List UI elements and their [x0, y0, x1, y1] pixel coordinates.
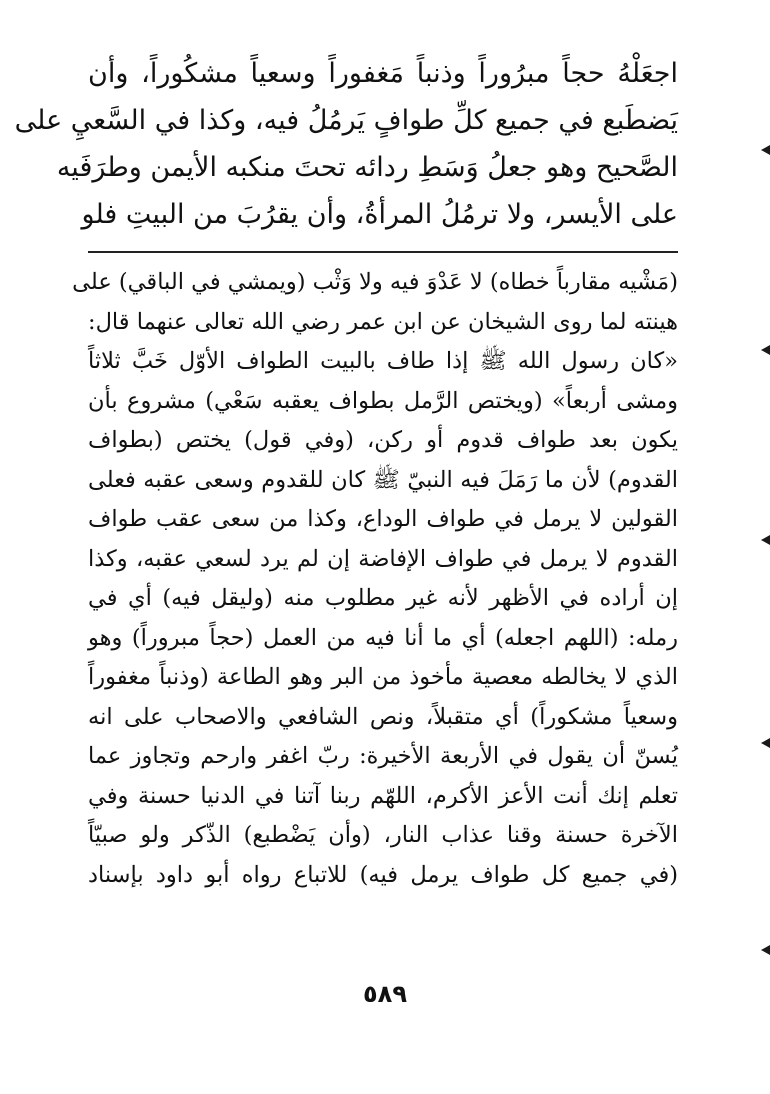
triangle-marker-icon	[751, 738, 770, 748]
commentary-line: الآخرة حسنة وقنا عذاب النار، (وأن يَضْطبع) الذّكر ولو صبيّاً	[88, 822, 678, 848]
main-text-line: على الأيسر، ولا ترمُلُ المرأةُ، وأن يقرُبَ من البيتِ فلو	[81, 199, 678, 230]
commentary-line: تعلم إنك أنت الأعز الأكرم، اللهّم ربنا آتنا في الدنيا حسنة وفي	[88, 782, 678, 809]
commentary-line: القولين لا يرمل في طواف الوداع، وكذا من سعى عقب طواف	[88, 506, 678, 532]
commentary-text	[72, 263, 678, 895]
triangle-marker-icon	[751, 535, 770, 545]
triangle-marker-icon	[751, 145, 770, 155]
commentary-line: يكون بعد طواف قدوم أو ركن، (وفي قول) يختص (بطواف	[88, 427, 678, 453]
commentary-line: «كان رسول الله ﷺ إذا طاف بالبيت الطواف الأوّل خَبَّ ثلاثاً	[88, 348, 678, 374]
commentary-line: رمله: (اللهم اجعله) أي ما أنا فيه من العمل (حجاً مبروراً) وهو	[88, 624, 678, 651]
main-text-line: يَضطَبع في جميع كلِّ طوافٍ يَرمُلُ فيه، وكذا في السَّعيِ على	[14, 105, 678, 136]
main-text-line: اجعَلْهُ حجاً مبرُوراً وذنباً مَغفوراً وسعياً مشكُوراً، وأن	[88, 58, 678, 89]
commentary-line: هينته لما روى الشيخان عن ابن عمر رضي الله تعالى عنهما قال:	[88, 308, 678, 335]
section-divider	[88, 251, 678, 253]
commentary-line: إن أراده في الأظهر لأنه غير مطلوب منه (وليقل فيه) أي في	[88, 585, 678, 611]
commentary-line: (مَشْيه مقارباً خطاه) لا عَدْوَ فيه ولا وَثْب (ويمشي في الباقي) على	[72, 269, 678, 295]
commentary-line: الذي لا يخالطه معصية مأخوذ من البر وهو الطاعة (وذنباً مغفوراً	[88, 664, 678, 690]
triangle-marker-icon	[751, 945, 770, 955]
main-text	[14, 50, 678, 238]
commentary-line: ومشى أربعاً» (ويختص الرَّمل بطواف يعقبه سَعْي) مشروع بأن	[88, 387, 678, 414]
commentary-line: القدوم) لأن ما رَمَلَ فيه النبيّ ﷺ كان للقدوم وسعى عقبه فعلى	[88, 466, 678, 493]
page-number: ٥٨٩	[363, 980, 407, 1008]
commentary-line: القدوم لا يرمل في طواف الإفاضة إن لم يرد لسعي عقبه، وكذا	[88, 545, 678, 572]
commentary-line: وسعياً مشكوراً) أي متقبلاً، ونص الشافعي والاصحاب على انه	[88, 703, 678, 730]
commentary-line: يُسنّ أن يقول في الأربعة الأخيرة: ربّ اغفر وارحم وتجاوز عما	[88, 743, 678, 769]
main-text-line: الصَّحيح وهو جعلُ وَسَطِ ردائه تحتَ منكبه الأيمن وطرَفَيه	[56, 152, 678, 183]
triangle-marker-icon	[751, 345, 770, 355]
commentary-line: (في جميع كل طواف يرمل فيه) للاتباع رواه أبو داود بإسناد	[88, 861, 678, 888]
